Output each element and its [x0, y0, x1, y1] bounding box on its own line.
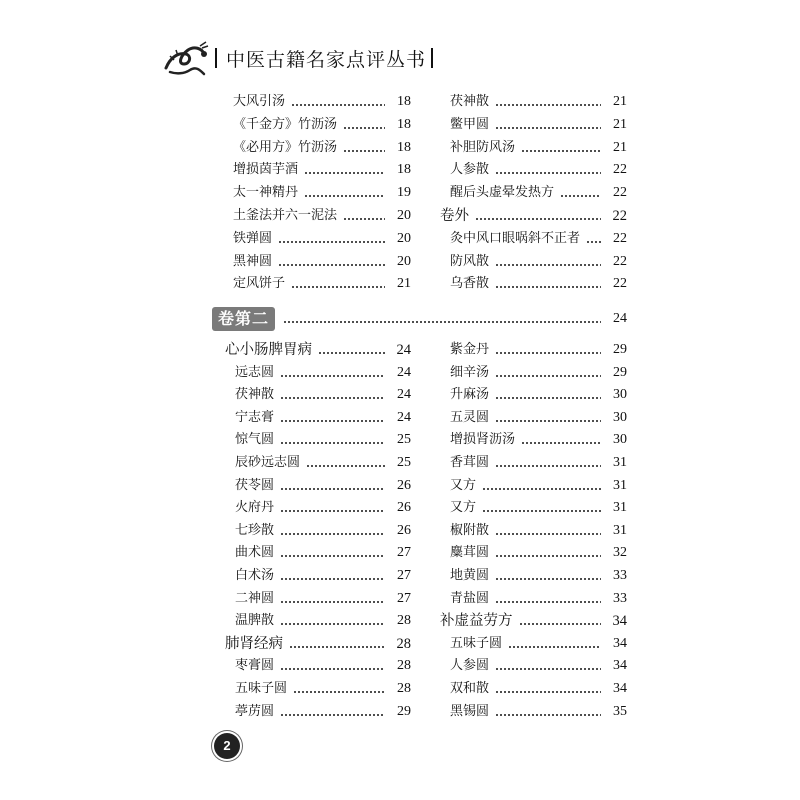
toc-entry-page: 18: [397, 94, 411, 109]
toc-entry-title: 补虚益劳方: [440, 613, 513, 630]
toc-entry-page: 31: [613, 455, 627, 470]
toc-entry-page: 31: [613, 500, 627, 516]
toc-entry-title: 《千金方》竹沥汤: [233, 116, 338, 132]
dot-leader: [495, 274, 601, 294]
toc-entry[interactable]: [235, 363, 411, 383]
toc-entry[interactable]: [450, 476, 627, 496]
toc-entry-page: 25: [397, 455, 411, 470]
toc-entry[interactable]: [235, 453, 411, 473]
dot-leader: [291, 92, 385, 112]
dot-leader: [482, 498, 601, 518]
dot-leader: [495, 160, 601, 180]
toc-entry-title: 香茸圆: [450, 455, 490, 470]
toc-entry[interactable]: [235, 408, 411, 428]
toc-entry[interactable]: [450, 408, 627, 428]
toc-entry-title: 紫金丹: [450, 342, 490, 357]
toc-entry-title: 增损茵芋酒: [233, 162, 299, 178]
dot-leader: [278, 229, 385, 249]
dot-leader: [475, 206, 601, 226]
toc-entry[interactable]: [235, 611, 411, 631]
dot-leader: [280, 498, 385, 518]
toc-section-heading[interactable]: [225, 634, 411, 654]
toc-entry-page: 29: [613, 342, 627, 357]
toc-entry-title: 五灵圆: [450, 409, 490, 425]
page-number-badge: 2: [214, 733, 240, 759]
toc-entry[interactable]: [450, 363, 627, 383]
toc-entry-page: 26: [397, 477, 411, 493]
toc-entry[interactable]: [450, 430, 627, 450]
toc-entry[interactable]: [450, 138, 627, 158]
toc-entry-page: 21: [613, 94, 627, 109]
toc-entry[interactable]: [450, 385, 627, 405]
dot-leader: [508, 634, 601, 654]
dot-leader: [280, 656, 385, 676]
dot-leader: [495, 408, 601, 428]
toc-entry-title: 卷外: [440, 208, 469, 224]
toc-entry[interactable]: [233, 252, 411, 272]
toc-entry[interactable]: [450, 566, 627, 586]
running-header: [160, 38, 438, 78]
toc-entry-page: 28: [397, 658, 411, 674]
toc-entry-page: 18: [397, 162, 411, 178]
dot-leader: [519, 611, 602, 631]
dot-leader: [495, 385, 601, 405]
dot-leader: [280, 476, 385, 496]
toc-entry-title: 远志圆: [235, 364, 275, 380]
dot-leader: [280, 430, 385, 450]
chapter-label: 卷第二: [212, 307, 275, 331]
toc-entry-page: 18: [397, 116, 411, 132]
toc-entry-title: 茯神散: [235, 387, 275, 403]
toc-entry-page: 26: [397, 500, 411, 516]
toc-section-heading[interactable]: [225, 340, 411, 360]
toc-entry-page: 20: [397, 208, 411, 223]
toc-entry-page: 22: [613, 230, 627, 246]
dot-leader: [495, 543, 601, 563]
toc-entry-page: 33: [613, 568, 627, 583]
header-left-bar: [215, 48, 217, 68]
toc-entry[interactable]: [233, 115, 411, 135]
toc-entry-title: 人参散: [450, 162, 490, 178]
toc-entry[interactable]: [233, 138, 411, 158]
toc-entry[interactable]: [450, 589, 627, 609]
toc-entry[interactable]: [450, 453, 627, 473]
toc-entry-page: 31: [613, 522, 627, 538]
dot-leader: [280, 589, 385, 609]
toc-entry-title: 乌香散: [450, 276, 490, 292]
toc-entry-title: 醒后头虚晕发热方: [450, 185, 555, 201]
toc-entry-title: 太一神精丹: [233, 185, 299, 201]
toc-entry[interactable]: [450, 92, 627, 112]
dot-leader: [343, 115, 385, 135]
toc-entry[interactable]: [235, 589, 411, 609]
dot-leader: [521, 138, 601, 158]
chapter-page: 24: [613, 311, 627, 326]
dot-leader: [280, 521, 385, 541]
toc-entry-title: 地黄圆: [450, 568, 490, 583]
dot-leader: [495, 521, 601, 541]
dot-leader: [495, 656, 601, 676]
toc-entry-title: 定风饼子: [233, 276, 286, 292]
dot-leader: [495, 340, 601, 360]
dot-leader: [280, 566, 385, 586]
dot-leader: [306, 453, 385, 473]
dot-leader: [586, 229, 601, 249]
dot-leader: [343, 206, 385, 226]
toc-entry-page: 22: [613, 276, 627, 292]
toc-entry-title: 青盐圆: [450, 590, 490, 606]
toc-entry[interactable]: [233, 229, 411, 249]
toc-entry-page: 22: [613, 253, 627, 269]
dot-leader: [495, 679, 601, 699]
toc-entry-page: 34: [613, 635, 627, 651]
toc-entry-title: 白术汤: [235, 568, 275, 583]
toc-entry-title: 又方: [450, 477, 477, 493]
dot-leader: [289, 634, 385, 654]
toc-entry-title: 惊气圆: [235, 432, 275, 448]
toc-entry-title: 五味子圆: [235, 681, 288, 696]
toc-entry-page: 27: [397, 545, 411, 561]
dot-leader: [521, 430, 601, 450]
toc-entry-title: 茯苓圆: [235, 477, 275, 493]
toc-entry[interactable]: [233, 160, 411, 180]
toc-entry-title: 细辛汤: [450, 364, 490, 380]
toc-entry-page: 22: [612, 208, 627, 224]
toc-entry[interactable]: [450, 498, 627, 518]
toc-entry-page: 34: [613, 658, 627, 674]
toc-entry-title: 心小肠脾胃病: [225, 342, 312, 358]
toc-entry-title: 防风散: [450, 253, 490, 269]
dot-leader: [293, 679, 385, 699]
toc-entry[interactable]: [450, 656, 627, 676]
dot-leader: [482, 476, 601, 496]
toc-entry-page: 24: [396, 342, 411, 358]
toc-entry-page: 21: [613, 116, 627, 132]
toc-entry-title: 大风引汤: [233, 94, 286, 109]
toc-entry-title: 枣膏圆: [235, 658, 275, 674]
toc-entry[interactable]: [450, 679, 627, 699]
dot-leader: [495, 363, 601, 383]
toc-entry-page: 20: [397, 230, 411, 246]
dot-leader: [560, 183, 601, 203]
toc-entry-title: 升麻汤: [450, 387, 490, 403]
toc-entry-title: 增损肾沥汤: [450, 432, 516, 448]
toc-entry-page: 19: [397, 185, 411, 201]
toc-entry-title: 曲术圆: [235, 545, 275, 561]
toc-entry[interactable]: [235, 679, 411, 699]
dot-leader: [304, 160, 385, 180]
dot-leader: [280, 543, 385, 563]
dot-leader: [495, 453, 601, 473]
dot-leader: [280, 702, 385, 722]
toc-entry-page: 25: [397, 432, 411, 448]
toc-entry[interactable]: [235, 521, 411, 541]
toc-entry[interactable]: [235, 656, 411, 676]
toc-entry[interactable]: [450, 183, 627, 203]
toc-entry-title: 七珍散: [235, 522, 275, 538]
toc-entry-page: 20: [397, 253, 411, 269]
toc-entry-title: 又方: [450, 500, 477, 516]
dot-leader: [318, 340, 385, 360]
toc-entry-title: 五味子圆: [450, 635, 503, 651]
toc-entry[interactable]: [235, 702, 411, 722]
toc-entry-page: 22: [613, 162, 627, 178]
toc-entry-title: 双和散: [450, 681, 490, 696]
dot-leader: [280, 385, 385, 405]
toc-entry-page: 21: [613, 139, 627, 155]
toc-entry-title: 宁志膏: [235, 409, 275, 425]
toc-entry[interactable]: [450, 634, 627, 654]
chapter-heading-row[interactable]: [212, 306, 627, 332]
toc-entry[interactable]: [233, 183, 411, 203]
toc-entry[interactable]: [450, 229, 627, 249]
toc-entry-page: 28: [396, 635, 411, 652]
toc-entry[interactable]: [450, 702, 627, 722]
toc-entry-page: 24: [397, 387, 411, 403]
toc-entry-page: 22: [613, 185, 627, 201]
toc-entry-page: 27: [397, 568, 411, 583]
toc-entry[interactable]: [450, 115, 627, 135]
toc-entry-page: 24: [397, 364, 411, 380]
toc-entry-title: 二神圆: [235, 590, 275, 606]
toc-entry-page: 30: [613, 387, 627, 403]
toc-entry-title: 肺肾经病: [225, 635, 283, 652]
toc-entry-page: 27: [397, 590, 411, 606]
toc-entry-page: 31: [613, 477, 627, 493]
toc-entry-title: 茯神散: [450, 94, 490, 109]
toc-entry[interactable]: [450, 274, 627, 294]
toc-entry-page: 30: [613, 432, 627, 448]
toc-entry-title: 葶苈圆: [235, 703, 275, 719]
dot-leader: [495, 92, 601, 112]
toc-entry-page: 33: [613, 590, 627, 606]
toc-entry[interactable]: [450, 252, 627, 272]
toc-entry-page: 34: [612, 613, 627, 630]
toc-entry[interactable]: [450, 543, 627, 563]
dot-leader: [495, 115, 601, 135]
toc-entry-page: 21: [397, 276, 411, 292]
toc-entry[interactable]: [233, 206, 411, 226]
toc-entry[interactable]: [233, 274, 411, 294]
toc-entry-title: 《必用方》竹沥汤: [233, 139, 338, 155]
toc-entry-page: 34: [613, 681, 627, 696]
toc-entry-title: 人参圆: [450, 658, 490, 674]
dot-leader: [280, 611, 385, 631]
toc-entry-title: 麋茸圆: [450, 545, 490, 561]
toc-entry-page: 26: [397, 522, 411, 538]
toc-entry[interactable]: [235, 476, 411, 496]
dot-leader: [304, 183, 385, 203]
series-title: 中医古籍名家点评丛书: [226, 48, 427, 71]
toc-entry[interactable]: [450, 521, 627, 541]
toc-entry[interactable]: [450, 160, 627, 180]
toc-entry-title: 温脾散: [235, 613, 275, 629]
toc-entry-page: 32: [613, 545, 627, 561]
dot-leader: [495, 589, 601, 609]
toc-entry-page: 29: [613, 364, 627, 380]
dot-leader: [495, 702, 601, 722]
toc-entry[interactable]: [233, 92, 411, 112]
toc-entry-title: 黑锡圆: [450, 703, 490, 719]
dot-leader: [283, 307, 601, 331]
toc-entry[interactable]: [450, 340, 627, 360]
toc-entry-page: 24: [397, 409, 411, 425]
toc-entry-title: 土釜法并六一泥法: [233, 208, 338, 223]
dot-leader: [280, 363, 385, 383]
toc-entry-title: 补胆防风汤: [450, 139, 516, 155]
toc-entry-title: 灸中风口眼㖞斜不正者: [450, 230, 581, 246]
toc-entry-page: 18: [397, 139, 411, 155]
dot-leader: [343, 138, 385, 158]
toc-entry-title: 椒附散: [450, 522, 490, 538]
toc-entry-title: 鳖甲圆: [450, 116, 490, 132]
toc-entry[interactable]: [235, 498, 411, 518]
dot-leader: [278, 252, 385, 272]
toc-entry-page: 29: [397, 703, 411, 719]
dot-leader: [495, 252, 601, 272]
dot-leader: [291, 274, 385, 294]
dragon-logo-icon: [160, 38, 210, 78]
toc-section-heading[interactable]: [440, 611, 627, 631]
toc-entry[interactable]: [235, 385, 411, 405]
toc-entry-page: 35: [613, 703, 627, 719]
toc-entry-title: 黑神圆: [233, 253, 273, 269]
toc-entry-title: 辰砂远志圆: [235, 455, 301, 470]
toc-section-heading[interactable]: [440, 206, 627, 226]
toc-entry[interactable]: [235, 430, 411, 450]
toc-entry-title: 铁弹圆: [233, 230, 273, 246]
toc-entry-page: 28: [397, 681, 411, 696]
toc-entry-title: 火府丹: [235, 500, 275, 516]
toc-entry[interactable]: [235, 566, 411, 586]
toc-entry[interactable]: [235, 543, 411, 563]
dot-leader: [280, 408, 385, 428]
dot-leader: [495, 566, 601, 586]
toc-entry-page: 28: [397, 613, 411, 629]
header-right-bar: [431, 48, 433, 68]
toc-entry-page: 30: [613, 409, 627, 425]
